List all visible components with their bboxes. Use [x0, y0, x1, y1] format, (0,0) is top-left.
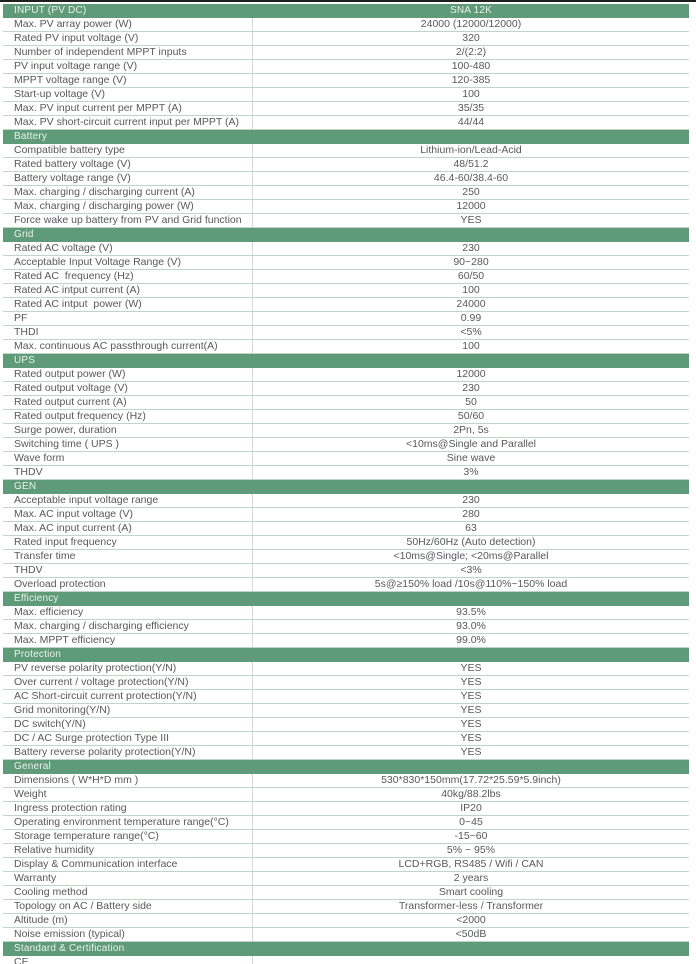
- spec-value: 50Hz/60Hz (Auto detection): [406, 536, 536, 548]
- spec-label: Rated battery voltage (V): [3, 158, 253, 171]
- spec-label: Max. AC input current (A): [3, 522, 253, 535]
- table-row: [3, 844, 689, 858]
- spec-label: Max. MPPT efficiency: [3, 634, 253, 647]
- table-row: [3, 452, 689, 466]
- section-header: [3, 130, 689, 144]
- spec-label: Acceptable input voltage range: [3, 494, 253, 507]
- spec-value: YES: [460, 214, 482, 226]
- spec-value: Smart cooling: [438, 886, 504, 898]
- table-row: [3, 326, 689, 340]
- spec-label: Ingress protection rating: [3, 802, 253, 815]
- spec-value: 46.4-60/38.4-60: [433, 172, 509, 184]
- section-header: [3, 480, 689, 494]
- table-row: [3, 102, 689, 116]
- table-row: [3, 18, 689, 32]
- table-row: [3, 74, 689, 88]
- spec-value: 44/44: [457, 116, 485, 128]
- section-title: Efficiency: [14, 593, 59, 604]
- table-row: [3, 522, 689, 536]
- spec-label: Rated AC voltage (V): [3, 242, 253, 255]
- section-title: Battery: [14, 131, 48, 142]
- section-header: [3, 760, 689, 774]
- spec-label: Max. PV array power (W): [3, 18, 253, 31]
- spec-value: 40kg/88.2lbs: [441, 788, 501, 800]
- section-title: Protection: [14, 649, 62, 660]
- table-row: [3, 214, 689, 228]
- section-header-model-value: [253, 228, 689, 242]
- spec-value: 93.5%: [456, 606, 486, 618]
- spec-value: 230: [462, 494, 480, 506]
- spec-label: PF: [3, 312, 253, 325]
- section-title: Grid: [14, 229, 34, 240]
- spec-value: YES: [460, 690, 482, 702]
- table-row: [3, 872, 689, 886]
- section-header-model-value: [253, 354, 689, 368]
- spec-value: 100-480: [451, 60, 491, 72]
- section-header-model-value: [253, 480, 689, 494]
- spec-label: Start-up voltage (V): [3, 88, 253, 101]
- table-row: [3, 690, 689, 704]
- spec-value: <3%: [460, 564, 482, 576]
- spec-label: Battery voltage range (V): [3, 172, 253, 185]
- spec-label: Dimensions ( W*H*D mm ): [3, 774, 253, 787]
- spec-value: 35/35: [457, 102, 485, 114]
- table-row: [3, 424, 689, 438]
- spec-value: 5% ~ 95%: [446, 844, 496, 856]
- section-header-model-value: [253, 130, 689, 144]
- section-header: [3, 942, 689, 956]
- section-title: INPUT (PV DC): [14, 5, 87, 16]
- spec-label: Max. AC input voltage (V): [3, 508, 253, 521]
- table-row: [3, 256, 689, 270]
- spec-label: Relative humidity: [3, 844, 253, 857]
- spec-label: AC Short-circuit current protection(Y/N): [3, 690, 253, 703]
- spec-label: Max. PV short-circuit current input per MPPT (A): [3, 116, 253, 129]
- section-header-model-value: [253, 592, 689, 606]
- spec-value: YES: [460, 676, 482, 688]
- table-row: [3, 746, 689, 760]
- section-header: [3, 228, 689, 242]
- spec-value: 93.0%: [456, 620, 486, 632]
- table-row: [3, 60, 689, 74]
- spec-value: 0~45: [459, 816, 483, 828]
- table-row: [3, 676, 689, 690]
- spec-value: 250: [462, 186, 480, 198]
- spec-label: Weight: [3, 788, 253, 801]
- spec-label: THDI: [3, 326, 253, 339]
- spec-value: <10ms@Single; <20ms@Parallel: [393, 550, 549, 562]
- spec-label: Rated output current (A): [3, 396, 253, 409]
- spec-label: Rated output frequency (Hz): [3, 410, 253, 423]
- table-row: [3, 900, 689, 914]
- spec-value: <5%: [460, 326, 482, 338]
- table-row: [3, 340, 689, 354]
- spec-value: 100: [462, 340, 480, 352]
- section-title: UPS: [14, 355, 36, 366]
- top-rule: [0, 0, 696, 2]
- spec-label: Transfer time: [3, 550, 253, 563]
- table-row: [3, 662, 689, 676]
- table-row: [3, 704, 689, 718]
- spec-value: 24000: [456, 298, 486, 310]
- section-header-model-value: [253, 648, 689, 662]
- spec-value: Sine wave: [446, 452, 496, 464]
- spec-label: Overload protection: [3, 578, 253, 591]
- section-header: [3, 354, 689, 368]
- spec-label: PV reverse polarity protection(Y/N): [3, 662, 253, 675]
- spec-label: Battery reverse polarity protection(Y/N): [3, 746, 253, 759]
- table-row: [3, 634, 689, 648]
- spec-label: Rated output voltage (V): [3, 382, 253, 395]
- spec-value: 48/51.2: [453, 158, 489, 170]
- spec-value: -15~60: [454, 830, 488, 842]
- spec-label: Rated AC frequency (Hz): [3, 270, 253, 283]
- spec-label: Force wake up battery from PV and Grid function: [3, 214, 253, 227]
- spec-label: Acceptable Input Voltage Range (V): [3, 256, 253, 269]
- spec-value: 90~280: [453, 256, 489, 268]
- spec-label: Topology on AC / Battery side: [3, 900, 253, 913]
- table-row: [3, 718, 689, 732]
- spec-label: Storage temperature range(°C): [3, 830, 253, 843]
- section-header: [3, 648, 689, 662]
- table-row: [3, 46, 689, 60]
- table-row: [3, 578, 689, 592]
- table-row: [3, 172, 689, 186]
- table-row: [3, 816, 689, 830]
- spec-value: 530*830*150mm(17.72*25.59*5.9inch): [381, 774, 561, 786]
- table-row: [3, 438, 689, 452]
- table-row: [3, 158, 689, 172]
- section-title: GEN: [14, 481, 37, 492]
- table-row: [3, 788, 689, 802]
- table-row: [3, 382, 689, 396]
- spec-label: Over current / voltage protection(Y/N): [3, 676, 253, 689]
- table-row: [3, 298, 689, 312]
- spec-value: 99.0%: [456, 634, 486, 646]
- spec-value: Transformer-less / Transformer: [398, 900, 544, 912]
- spec-value: 0.99: [460, 312, 482, 324]
- spec-label: Cooling method: [3, 886, 253, 899]
- spec-label: Rated input frequency: [3, 536, 253, 549]
- spec-value: 100: [462, 88, 480, 100]
- spec-value: 5s@≥150% load /10s@110%~150% load: [374, 578, 568, 590]
- spec-value: <10ms@Single and Parallel: [405, 438, 537, 450]
- spec-value: YES: [460, 718, 482, 730]
- table-row: [3, 508, 689, 522]
- section-title: General: [14, 761, 51, 772]
- table-row: [3, 396, 689, 410]
- spec-value: 3%: [463, 466, 479, 478]
- table-row: [3, 774, 689, 788]
- spec-value: <50dB: [455, 928, 487, 940]
- spec-table: [3, 4, 689, 964]
- table-row: [3, 606, 689, 620]
- spec-label: DC switch(Y/N): [3, 718, 253, 731]
- table-row: [3, 494, 689, 508]
- table-row: [3, 956, 689, 964]
- spec-label: Max. PV input current per MPPT (A): [3, 102, 253, 115]
- table-row: [3, 858, 689, 872]
- table-row: [3, 928, 689, 942]
- spec-value: 12000: [456, 200, 486, 212]
- table-row: [3, 242, 689, 256]
- spec-label: Max. continuous AC passthrough current(A): [3, 340, 253, 353]
- table-row: [3, 536, 689, 550]
- spec-label: Noise emission (typical): [3, 928, 253, 941]
- spec-value: 2Pn, 5s: [453, 424, 489, 436]
- spec-label: Rated AC intput current (A): [3, 284, 253, 297]
- section-header-model-value: [253, 942, 689, 956]
- spec-value: 2 years: [453, 872, 489, 884]
- spec-value: YES: [460, 662, 482, 674]
- spec-value: 50/60: [457, 410, 485, 422]
- table-row: [3, 564, 689, 578]
- spec-label: Display & Communication interface: [3, 858, 253, 871]
- spec-label: Max. charging / discharging current (A): [3, 186, 253, 199]
- spec-value: <2000: [456, 914, 486, 926]
- table-row: [3, 732, 689, 746]
- spec-value: 100: [462, 284, 480, 296]
- spec-label: CE: [3, 956, 253, 964]
- spec-value: 320: [462, 32, 480, 44]
- table-row: [3, 914, 689, 928]
- spec-value: 60/50: [457, 270, 485, 282]
- section-header: [3, 4, 689, 18]
- spec-value: 63: [465, 522, 477, 534]
- table-row: [3, 32, 689, 46]
- spec-value: 230: [462, 242, 480, 254]
- spec-label: Switching time ( UPS ): [3, 438, 253, 451]
- table-row: [3, 620, 689, 634]
- table-row: [3, 88, 689, 102]
- table-row: [3, 284, 689, 298]
- spec-label: Operating environment temperature range(°C): [3, 816, 253, 829]
- section-header-model-value: [253, 760, 689, 774]
- spec-value: LCD+RGB, RS485 / Wifi / CAN: [398, 858, 544, 870]
- section-title: Standard & Certification: [14, 943, 125, 954]
- spec-value: 12000: [456, 368, 486, 380]
- spec-label: PV input voltage range (V): [3, 60, 253, 73]
- spec-label: Max. efficiency: [3, 606, 253, 619]
- table-row: [3, 368, 689, 382]
- spec-label: Surge power, duration: [3, 424, 253, 437]
- spec-value: 120-385: [451, 74, 491, 86]
- spec-label: Rated PV input voltage (V): [3, 32, 253, 45]
- table-row: [3, 116, 689, 130]
- spec-value: IP20: [460, 802, 482, 814]
- spec-label: Max. charging / discharging efficiency: [3, 620, 253, 633]
- spec-label: THDV: [3, 466, 253, 479]
- section-header-model-value: SNA 12K: [450, 5, 492, 16]
- spec-label: Grid monitoring(Y/N): [3, 704, 253, 717]
- spec-label: THDV: [3, 564, 253, 577]
- spec-value: 50: [465, 396, 477, 408]
- table-row: [3, 466, 689, 480]
- spec-label: DC / AC Surge protection Type III: [3, 732, 253, 745]
- spec-label: Warranty: [3, 872, 253, 885]
- spec-value: YES: [460, 732, 482, 744]
- table-row: [3, 830, 689, 844]
- table-row: [3, 550, 689, 564]
- table-row: [3, 410, 689, 424]
- spec-label: Max. charging / discharging power (W): [3, 200, 253, 213]
- spec-value: Lithium-ion/Lead-Acid: [420, 144, 522, 156]
- table-row: [3, 200, 689, 214]
- spec-label: Rated AC intput power (W): [3, 298, 253, 311]
- spec-label: Rated output power (W): [3, 368, 253, 381]
- spec-label: MPPT voltage range (V): [3, 74, 253, 87]
- spec-label: Number of independent MPPT inputs: [3, 46, 253, 59]
- spec-label: Wave form: [3, 452, 253, 465]
- table-row: [3, 312, 689, 326]
- spec-value: 230: [462, 382, 480, 394]
- table-row: [3, 802, 689, 816]
- table-row: [3, 270, 689, 284]
- spec-value: 2/(2:2): [455, 46, 487, 58]
- table-row: [3, 144, 689, 158]
- spec-value: YES: [460, 704, 482, 716]
- spec-value: [253, 956, 689, 964]
- spec-value: YES: [460, 746, 482, 758]
- table-row: [3, 886, 689, 900]
- section-header: [3, 592, 689, 606]
- table-row: [3, 186, 689, 200]
- spec-value: 280: [462, 508, 480, 520]
- spec-value: 24000 (12000/12000): [420, 18, 522, 30]
- spec-label: Compatible battery type: [3, 144, 253, 157]
- spec-label: Altitude (m): [3, 914, 253, 927]
